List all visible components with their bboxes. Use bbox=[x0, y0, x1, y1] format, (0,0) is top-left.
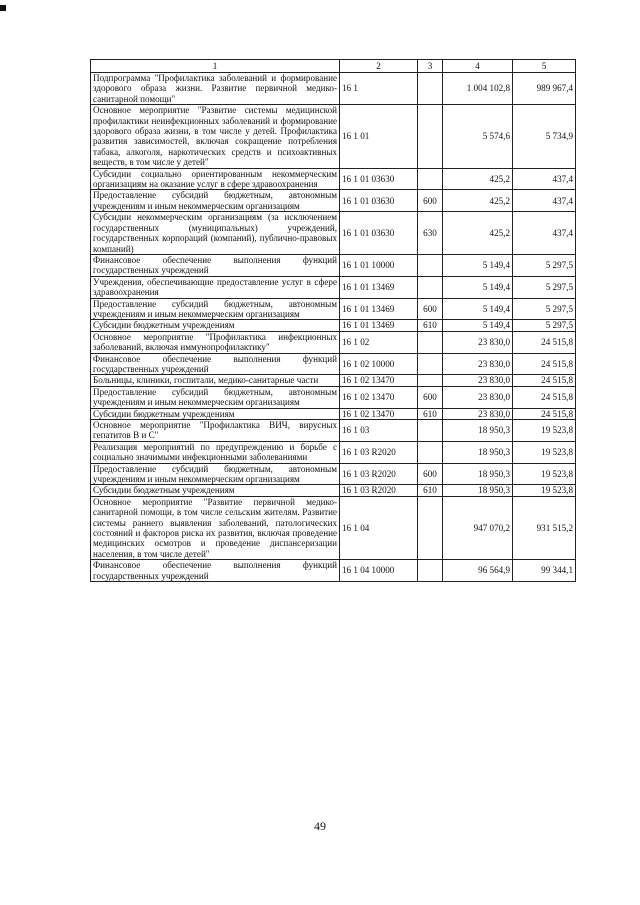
amount-year-1: 1 004 102,8 bbox=[443, 73, 513, 105]
budget-code: 16 1 01 13469 bbox=[340, 298, 418, 320]
amount-year-1: 23 830,0 bbox=[443, 408, 513, 419]
expense-type bbox=[418, 375, 443, 386]
amount-year-2: 5 297,5 bbox=[513, 298, 576, 320]
budget-code: 16 1 03 R2020 bbox=[340, 463, 418, 485]
budget-code: 16 1 01 13469 bbox=[340, 276, 418, 298]
row-name: Предоставление субсидий бюджетным, автономным учреждениям и иным некоммерческим организациям bbox=[91, 298, 340, 320]
amount-year-1: 18 950,3 bbox=[443, 441, 513, 463]
expense-type bbox=[418, 276, 443, 298]
table-row bbox=[91, 276, 576, 298]
expense-type: 610 bbox=[418, 485, 443, 496]
row-name: Субсидии бюджетным учреждениям bbox=[91, 408, 340, 419]
budget-code: 16 1 03 bbox=[340, 420, 418, 442]
table-row bbox=[91, 496, 576, 559]
table-row bbox=[91, 463, 576, 485]
expense-type: 600 bbox=[418, 463, 443, 485]
table-row bbox=[91, 485, 576, 496]
budget-code: 16 1 04 bbox=[340, 496, 418, 559]
scan-corner-mark bbox=[0, 5, 6, 11]
expense-type: 610 bbox=[418, 320, 443, 331]
table-row bbox=[91, 212, 576, 255]
header-cell: 1 bbox=[91, 60, 340, 73]
amount-year-2: 5 734,9 bbox=[513, 105, 576, 168]
expense-type bbox=[418, 560, 443, 582]
amount-year-2: 24 515,8 bbox=[513, 331, 576, 353]
row-name: Финансовое обеспечение выполнения функций государственных учреждений bbox=[91, 254, 340, 276]
header-cell: 4 bbox=[443, 60, 513, 73]
row-name: Основное мероприятие "Развитие системы медицинской профилактики неинфекционных заболеваний и формирование здорового образа жизни, в том числе у детей. Профилактика развития зависимостей, включая сокращение потребления табака, алкоголя, наркотических средств и психоактивных веществ, в том числе у детей" bbox=[91, 105, 340, 168]
budget-code: 16 1 01 03630 bbox=[340, 168, 418, 190]
table-row bbox=[91, 560, 576, 582]
row-name: Реализация мероприятий по предупреждению и борьбе с социально значимыми инфекционными заболеваниями bbox=[91, 441, 340, 463]
table-row bbox=[91, 420, 576, 442]
amount-year-2: 99 344,1 bbox=[513, 560, 576, 582]
amount-year-2: 19 523,8 bbox=[513, 485, 576, 496]
amount-year-1: 23 830,0 bbox=[443, 375, 513, 386]
amount-year-1: 5 574,6 bbox=[443, 105, 513, 168]
expense-type bbox=[418, 420, 443, 442]
amount-year-1: 5 149,4 bbox=[443, 320, 513, 331]
expense-type bbox=[418, 353, 443, 375]
amount-year-2: 5 297,5 bbox=[513, 320, 576, 331]
expense-type bbox=[418, 73, 443, 105]
table-row bbox=[91, 73, 576, 105]
expense-type: 610 bbox=[418, 408, 443, 419]
amount-year-1: 23 830,0 bbox=[443, 386, 513, 408]
row-name: Предоставление субсидий бюджетным, автономным учреждениям и иным некоммерческим организациям bbox=[91, 463, 340, 485]
row-name: Больницы, клиники, госпитали, медико-санитарные части bbox=[91, 375, 340, 386]
budget-code: 16 1 01 10000 bbox=[340, 254, 418, 276]
row-name: Финансовое обеспечение выполнения функций государственных учреждений bbox=[91, 353, 340, 375]
row-name: Предоставление субсидий бюджетным, автономным учреждениям и иным некоммерческим организациям bbox=[91, 190, 340, 212]
row-name: Основное мероприятие "Профилактика инфекционных заболеваний, включая иммунопрофилактику" bbox=[91, 331, 340, 353]
table-row bbox=[91, 375, 576, 386]
expense-type: 600 bbox=[418, 298, 443, 320]
row-name: Основное мероприятие "Развитие первичной медико-санитарной помощи, в том числе сельским жителям. Развитие системы раннего выявления заболеваний, патологических состояний и факторов риска их развития, включая проведение медицинских осмотров и проведение диспансеризации населения, в том числе детей" bbox=[91, 496, 340, 559]
budget-code: 16 1 01 03630 bbox=[340, 190, 418, 212]
amount-year-1: 23 830,0 bbox=[443, 331, 513, 353]
row-name: Субсидии социально ориентированным некоммерческим организациям на оказание услуг в сфере здравоохранения bbox=[91, 168, 340, 190]
amount-year-2: 24 515,8 bbox=[513, 408, 576, 419]
table-row bbox=[91, 408, 576, 419]
table-row bbox=[91, 168, 576, 190]
header-row bbox=[91, 60, 576, 73]
amount-year-2: 19 523,8 bbox=[513, 463, 576, 485]
budget-code: 16 1 01 bbox=[340, 105, 418, 168]
amount-year-1: 5 149,4 bbox=[443, 254, 513, 276]
amount-year-1: 947 070,2 bbox=[443, 496, 513, 559]
row-name: Предоставление субсидий бюджетным, автономным учреждениям и иным некоммерческим организациям bbox=[91, 386, 340, 408]
row-name: Финансовое обеспечение выполнения функций государственных учреждений bbox=[91, 560, 340, 582]
amount-year-2: 24 515,8 bbox=[513, 375, 576, 386]
header-cell: 5 bbox=[513, 60, 576, 73]
table-row bbox=[91, 353, 576, 375]
budget-code: 16 1 02 bbox=[340, 331, 418, 353]
expense-type: 600 bbox=[418, 386, 443, 408]
budget-code: 16 1 01 03630 bbox=[340, 212, 418, 255]
header-cell: 3 bbox=[418, 60, 443, 73]
amount-year-2: 24 515,8 bbox=[513, 386, 576, 408]
amount-year-1: 96 564,9 bbox=[443, 560, 513, 582]
expense-type bbox=[418, 105, 443, 168]
expense-type: 630 bbox=[418, 212, 443, 255]
header-cell: 2 bbox=[340, 60, 418, 73]
expense-type: 600 bbox=[418, 190, 443, 212]
table-row bbox=[91, 190, 576, 212]
expense-type bbox=[418, 496, 443, 559]
page-number: 49 bbox=[314, 819, 326, 833]
budget-table bbox=[90, 59, 576, 582]
table-row bbox=[91, 298, 576, 320]
budget-code: 16 1 02 10000 bbox=[340, 353, 418, 375]
budget-code: 16 1 04 10000 bbox=[340, 560, 418, 582]
amount-year-2: 24 515,8 bbox=[513, 353, 576, 375]
table-row bbox=[91, 331, 576, 353]
amount-year-2: 5 297,5 bbox=[513, 276, 576, 298]
budget-code: 16 1 02 13470 bbox=[340, 386, 418, 408]
amount-year-2: 19 523,8 bbox=[513, 441, 576, 463]
budget-code: 16 1 02 13470 bbox=[340, 408, 418, 419]
amount-year-2: 989 967,4 bbox=[513, 73, 576, 105]
amount-year-1: 425,2 bbox=[443, 190, 513, 212]
expense-type bbox=[418, 441, 443, 463]
amount-year-1: 5 149,4 bbox=[443, 298, 513, 320]
amount-year-1: 23 830,0 bbox=[443, 353, 513, 375]
amount-year-1: 18 950,3 bbox=[443, 485, 513, 496]
table-body bbox=[91, 73, 576, 582]
amount-year-2: 931 515,2 bbox=[513, 496, 576, 559]
row-name: Субсидии бюджетным учреждениям bbox=[91, 485, 340, 496]
table-row bbox=[91, 441, 576, 463]
table-row bbox=[91, 105, 576, 168]
expense-type bbox=[418, 254, 443, 276]
row-name: Подпрограмма "Профилактика заболеваний и формирование здорового образа жизни. Развитие первичной медико-санитарной помощи" bbox=[91, 73, 340, 105]
expense-type bbox=[418, 331, 443, 353]
amount-year-2: 19 523,8 bbox=[513, 420, 576, 442]
budget-code: 16 1 02 13470 bbox=[340, 375, 418, 386]
budget-code: 16 1 03 R2020 bbox=[340, 485, 418, 496]
amount-year-1: 5 149,4 bbox=[443, 276, 513, 298]
amount-year-1: 18 950,3 bbox=[443, 420, 513, 442]
table-row bbox=[91, 386, 576, 408]
row-name: Основное мероприятие "Профилактика ВИЧ, вирусных гепатитов В и С" bbox=[91, 420, 340, 442]
budget-code: 16 1 01 13469 bbox=[340, 320, 418, 331]
amount-year-1: 425,2 bbox=[443, 168, 513, 190]
amount-year-1: 18 950,3 bbox=[443, 463, 513, 485]
table-row bbox=[91, 254, 576, 276]
amount-year-2: 437,4 bbox=[513, 212, 576, 255]
amount-year-2: 5 297,5 bbox=[513, 254, 576, 276]
amount-year-1: 425,2 bbox=[443, 212, 513, 255]
row-name: Субсидии некоммерческим организациям (за исключением государственных (муниципальных) учреждений, государственных корпораций (компаний), публично-правовых компаний) bbox=[91, 212, 340, 255]
row-name: Учреждения, обеспечивающие предоставление услуг в сфере здравоохранения bbox=[91, 276, 340, 298]
expense-type bbox=[418, 168, 443, 190]
budget-code: 16 1 03 R2020 bbox=[340, 441, 418, 463]
table-row bbox=[91, 320, 576, 331]
amount-year-2: 437,4 bbox=[513, 190, 576, 212]
budget-code: 16 1 bbox=[340, 73, 418, 105]
amount-year-2: 437,4 bbox=[513, 168, 576, 190]
row-name: Субсидии бюджетным учреждениям bbox=[91, 320, 340, 331]
